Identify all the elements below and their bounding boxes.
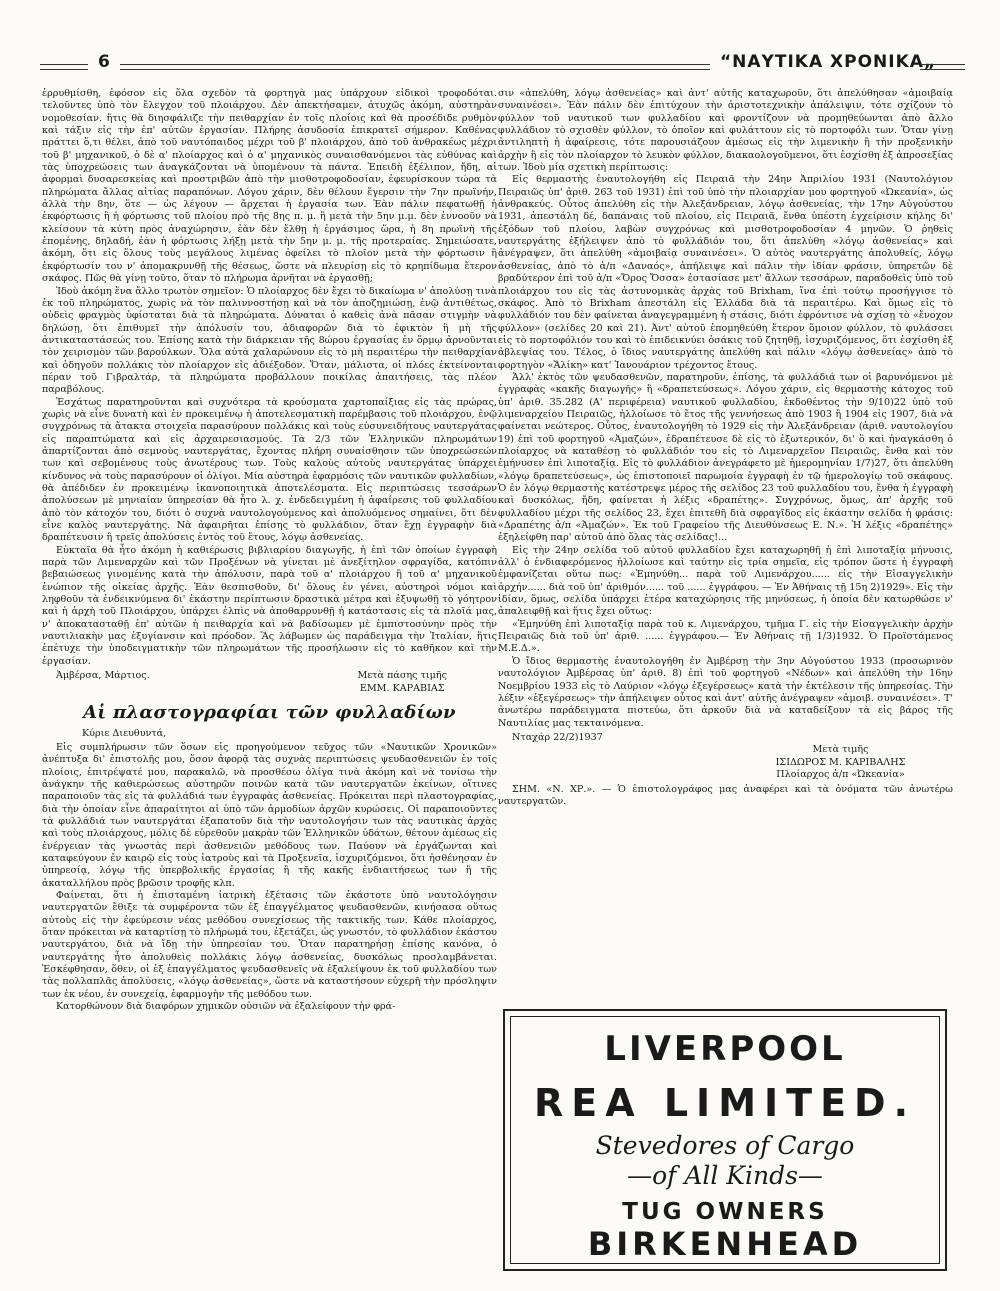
article1-signature — [42, 670, 497, 695]
paragraph: Ἰδοὺ ἀκόμη ἕνα ἄλλο τρωτὸν σημεῖον: Ὁ πλοίαρχος δὲν ἔχει τὸ δικαίωμα ν' ἀπολύσῃ τινὰ ἐκ τοῦ πληρώματος, χωρὶς νὰ τὸν παλιννοστήσῃ καὶ νὰ τὸν ἀποζημιώσῃ, ἐνῷ ἀντιθέτως, οὐδεὶς φραγμὸς ὑφίσταται διὰ τὰ πληρώματα. Δύναται ὁ καθεὶς ἀνὰ πᾶσαν στιγμὴν νὰ δηλώσῃ, ὅτι ἐπιθυμεῖ τὴν ἀπόλυσίν του, ἀδιαφορῶν διὰ τὸ ἐφικτὸν ἢ μὴ τῆς ἀντικαταστάσεώς του. Ἐπίσης κατὰ τὴν διάρκειαν τῆς 8ώρου ἐργασίας ἐν ὅρμῳ ἀρνοῦνται τὸν χειρισμὸν τῶν βαρούλκων. Ὅλα αὐτὰ χαλαρώνουν εἰς τὸ μὴ περαιτέρω τὴν πειθαρχίαν καὶ ὁδηγοῦν πολλάκις τὸν πλοίαρχον εἰς ἀδιέξοδον. Ὅταν, μάλιστα, οἱ πλόες ἐκτείνονται πέραν τοῦ Γιβραλτάρ, τὰ πληρώματα προβάλλουν ποικίλας ἀπαιτήσεις, τὰς πλέον παραβόλους. — [42, 285, 497, 396]
paragraph: Εἰς τὴν 24ην σελίδα τοῦ αὐτοῦ φυλλαδίου ἔχει καταχωρηθῆ ἡ ἐπὶ λιποταξίᾳ μήνυσις, ἀλλ' ὁ ἐνδιαφερόμενος ἠλλοίωσε καὶ ταύτην εἰς τρία σημεῖα, εἰς τρόπον ὥστε ἡ ἐγγραφὴ ἐμφανίζεται οὕτω πως: «Ἐμηνύθη... παρὰ τοῦ Λιμενάρχου...... εἰς τὴν Εἰσαγγελικὴν ἀρχήν...... διὰ τοῦ ὑπ' ἀριθμόν...... τοῦ ...... ἐγγράφου. — Ἐν Ἀθήναις τῇ 15η 2)1929». Εἰς τὴν ἰδίαν, ὅμως, σελίδα ὑπάρχει ἑτέρα καταχώρησις τῆς μηνύσεως, ἡ ὁποία δὲν κατωρθώσε ν' ἀπαλειφθῇ καὶ ἥτις ἔχει οὕτως: — [498, 544, 953, 618]
signature-closing: Μετὰ πάσης τιμῆς — [357, 670, 447, 682]
signature-name: ΕΜΜ. ΚΑΡΑΒΙΑΣ — [359, 682, 445, 694]
ad-tagline: Stevedores of Cargo — [595, 1131, 855, 1160]
page-number: 6 — [98, 52, 110, 72]
ad-location: BIRKENHEAD — [587, 1225, 863, 1263]
publication-title: “ΝΑΥΤΙΚΑ ΧΡΟΝΙΚΑ„ — [720, 52, 937, 72]
ad-tug-owners: TUG OWNERS — [622, 1199, 828, 1225]
header-rule-right — [920, 64, 965, 70]
signature-title: Πλοίαρχος ἀ/π «Ὠκεανία» — [776, 769, 905, 781]
header-rule-left — [40, 64, 88, 70]
signature-place: Ἀμβέρσα, Μάρτιος. — [56, 670, 150, 682]
editor-note: ΣΗΜ. «Ν. ΧΡ.». — Ὁ ἐπιστολογράφος μας ἀναφέρει καὶ τὰ ὀνόματα τῶν ἀνωτέρω ναυτεργατῶν. — [498, 783, 953, 808]
paragraph: Ἀλλ' ἐκτὸς τῶν ψευδασθενῶν, παρατηροῦν, ἐπίσης, τὰ φυλλάδιά των οἱ βαρυνόμενοι μὲ ἐγγραφὰς «κακῆς διαγωγῆς» ἢ «δραπετεύσεως». Λόγου χάριν, εἰς θερμαστὴς κάτοχος τοῦ ὑπ' ἀριθ. 35.282 (Α' περιφέρεια) ναυτικοῦ φυλλαδίου, ἐκδοθέντος τὴν 9/10)22 ὑπὸ τοῦ λιμεναρχείου Πειραιῶς, ἠλλοίωσε τὸ ἔτος τῆς γεννήσεως ἀπὸ 1903 ἢ 1904 εἰς 1907, διὰ νὰ φαίνεται νεώτερος. Οὗτος, ἐναυτολογήθη τὸ 1929 εἰς τὴν Ἀλεξάνδρειαν (ἀριθ. ναυτολογίου 19) ἐπὶ τοῦ φορτηγοῦ «Ἀμαζών», ἐδραπέτευσε δὲ εἰς τὸ ἐξωτερικόν, δι' ὃ καὶ ἠναγκάσθη ὁ πλοίαρχος νὰ καταθέσῃ τὸ φυλλάδιόν του εἰς τὸ Λιμεναρχεῖον Πειραιῶς, ἔνθα καὶ τὸν ἐμήνυσεν ἐπὶ λιποταξίᾳ. Εἰς τὸ φυλλάδιον ἀνεγράφετο μὲ ἡμερομηνίαν 1/7)27, ὅτι ἀπελύθη «λόγῳ δραπετεύσεως», ὡς ἐπιστοποιεῖ παρωμοία ἐγγραφὴ ἐν τῷ ἡμερολογίῳ τοῦ σκάφους. Ὁ ἐν λόγῳ θερμαστὴς κατέστρεψε μέρος τῆς σελίδος 23 τοῦ φυλλαδίου του, ἔνθα ἡ ἐγγραφὴ καὶ δυσκόλως, ἤδη, φαίνεται ἡ λέξις «δραπέτης». Συγχρόνως, ὅμως, ἀπ' ἀρχῆς τοῦ φυλλαδίου μέχρι τῆς σελίδος 23, ἔχει ἐπιτεθῆ διὰ σφραγῖδος εἰς ἑκάστην σελίδα ἡ φράσις: «Δραπέτης ἀ/π «Ἀμαζών». Ἐκ τοῦ Γραφείου τῆς Διευθύνσεως Ε. Ν.». Ἡ λέξις «δραπέτης» ἐξηλείφθη παρ' αὐτοῦ ἀπὸ ὅλας τὰς σελίδας!... — [498, 371, 953, 544]
signature-name: ΙΣΙΔΩΡΟΣ Μ. ΚΑΡΙΒΑΛΗΣ — [775, 756, 906, 768]
header-rule-middle — [120, 64, 710, 70]
ad-tagline-2: —of All Kinds— — [627, 1161, 823, 1190]
paragraph: Ἐσχάτως παρατηροῦνται καὶ συχνότερα τὰ κρούσματα χαρτοπαίξιας εἰς τὰς πρώρας, χωρὶς νὰ εἶνε δυνατὴ καὶ ἐν προκειμένῳ ἡ ἀποτελεσματικὴ παρέμβασις τοῦ πλοιάρχου, ἐνῷ συγχρόνως τὰ ἄτακτα στοιχεῖα παρασύρουν πολλάκις καὶ τοὺς εὐσυνειδήτους ναυτεργάτας εἰς παραπτώματα καὶ εἰς ἀρχαιρεσιασμούς. Τὰ 2/3 τῶν Ἑλληνικῶν πληρωμάτων ἀπαρτίζονται ἀπὸ σεμνοὺς ναυτεργάτας, ἔχοντας πλήρη συναίσθησιν τῶν ὑποχρεώσεών των καὶ σεβομένους τοὺς ἀνωτέρους των. Τοὺς καλοὺς αὐτοὺς ναυτεργάτας ὑπάρχει κίνδυνος νὰ τοὺς παρασύρουν οἱ ὀλίγοι. Μία αὐστηρὰ ἐφαρμόσις τῶν ναυτικῶν φυλλαδίων, θὰ ἀπέδιδεν ἐν προκειμένῳ ἱκανοποιητικὰ ἀποτελέσματα. Εἰς περιπτώσεις τεσσάρων ἀπολύσεων μὲ μηνιαίαν ὑπηρεσίαν θὰ ἦτο λ. χ. ἐνδεδειγμένη ἡ ἀφαίρεσις τοῦ φυλλαδίου ἀπὸ τὸν κάτοχόν του, διότι ὁ συχνὰ ναυτολογούμενος καὶ ἀπολυόμενος σημαίνει, ὅτι δὲν εἶνε καλὸς ναυτεργάτης. Νὰ ἀφαιρῆται ἐπίσης τὸ φυλλάδιον, ὅταν ἔχῃ ἐγγραφὴν διὰ δραπέτευσιν ἢ τρεῖς ἀπολύσεις ἐντὸς τοῦ ἔτους, λόγῳ ἀσθενείας. — [42, 396, 497, 544]
signature-closing: Μετὰ τιμῆς — [812, 744, 869, 756]
signature-place-date: Νταχάρ 22/2)1937 — [512, 731, 603, 743]
paragraph: Εὐκταῖα θὰ ἦτο ἀκόμη ἡ καθιέρωσις βιβλιαρίου διαγωγῆς, ἡ ἐπὶ τῶν ὁποίων ἐγγραφὴ παρὰ τῶν Λιμεναρχῶν καὶ τῶν Προξένων νὰ γίνεται μὲ ἀνεξίτηλον σφραγίδα, κατόπιν βεβαιώσεως γινομένης κατὰ τὴν ἀπόλυσιν, παρὰ τοῦ α' πλοιάρχου ἢ τοῦ α' μηχανικοῦ ἐνώπιον τῆς οἰκείας ἀρχῆς. Ἐὰν θεσπισθοῦν, δι' ὅλους ἐν γένει, αὐστηροὶ νόμοι καὶ ληφθοῦν τὰ ἐνδεικνύμενα δι' ἑκάστην περίπτωσιν δραστικὰ μέτρα καὶ ἐξυψωθῇ τὸ γόητρον καὶ ἡ ἀρχὴ τοῦ Πλοιάρχου, ὑπάρχει ἐλπὶς νὰ ἀποθαρρυνθῇ ἡ κατάστασις εἰς τὰ πλοῖά μας, ν' ἀποκατασταθῇ ἐπ' αὐτῶν ἡ πειθαρχία καὶ νὰ βαδίσωμεν μὲ ἐμπιστοσύνην πρὸς τὴν ναυτιλιακὴν μας ἐξυγίανσιν καὶ πρόοδον. Ἂς λάβωμεν ὡς παράδειγμα τὴν Ἰταλίαν, ἥτις ἐπέτυχε τὴν ὑποδειγματικὴν τῶν πληρωμάτων τῆς προσήλωσιν εἰς τὸ καθῆκον καὶ τὴν ἐργασίαν. — [42, 544, 497, 667]
salutation: Κύριε Διευθυντά, — [82, 727, 167, 739]
paragraph: ἐρρυθμίσθη, ἐφόσον εἰς ὅλα σχεδὸν τὰ φορτηγὰ μας ὑπάρχουν εἰδικοὶ τροφοδόται. τελοῦντες ὑπὸ τὸν ἔλεγχον τοῦ πλοιάρχου. Δὲν ἀπεκτήσαμεν, ἀτυχῶς ἀκόμη, αὐστηρὰν νομοθεσίαν. ἥτις θὰ διησφάλιζε τὴν πειθαρχίαν ἐν τοῖς πλοίοις καὶ θὰ προσέδιδε ρυθμὸν καὶ τάξιν εἰς τὴν ἐπ' αὐτῶν ἐργασίαν. Πλήρης ἀσυδοσία ἐπικρατεῖ σήμερον. Καθένας πράττει ὅ,τι θέλει, ἀπὸ τοῦ ναυτόπαιδος μέχρι τοῦ β' πλοιάρχου, ἀπὸ τοῦ ἀνθρακέως μέχρι τοῦ β' μηχανικοῦ, ὁ δὲ α' πλοίαρχος καὶ ὁ α' μηχανικὸς συναισθανόμενοι τὰς εὐθύνας καὶ τὰς ὑποχρεώσεις των ἀναγκάζονται νὰ ὑπομένουν τὰ πάντα. Ἐπειδὴ ἐξέλιπον, ἤδη, αἱ ἀφορμαὶ δυσαρεσκείας καὶ προστριβῶν ἀπὸ τὴν μισθοτροφοδοσίαν, ἐφευρίσκουν τώρα τὰ πληρώματα ἄλλας αἰτίας παραπόνων. Λόγου χάριν, δὲν θέλουν ἔγερσιν τὴν 7ην πρωϊνήν, ἀλλὰ τὴν 8ην, ὅτε — ὡς λέγουν — ἄρχεται ἡ ἐργασία των. Ἐὰν πάλιν πεφατωθῇ ἡ ἐκφόρτωσις ἢ ἡ φόρτωσις τοῦ πλοίου πρὸ τῆς 8ης π. μ. ἢ μετὰ τὴν 5ην μ.μ. δὲν ἐννοοῦν νὰ κλείσουν τὰ κύτη πρὸς ἀναχώρησιν, ἐὰν δὲν ἔλθῃ ἡ ἐργάσιμος ὥρα, ἡ 8η πρωϊνὴ τῆς ἑπομένης, δηλαδή, ἐὰν ἡ φόρτωσις λήξῃ μετὰ τὴν 5ην μ. μ. τῆς προτεραίας. Σημειώσατε, ἀκόμη, ὅτι εἰς ὅλους τοὺς μεγάλους λιμένας ὀφείλει τὸ πλοῖον μετὰ τὴν φόρτωσιν ἢ ἐκφόρτωσίν του ν' ἀπομακρυνθῇ τῆς θέσεως, ὥστε νὰ πλευρίσῃ εἰς τὸ κρηπίδωμα ἕτερον σκάφος. Πῶς θὰ γίνῃ τοῦτο, ὅταν τὸ πλήρωμα ἀρνῆται νὰ ἐργασθῇ; — [42, 88, 497, 285]
paragraph: Εἰς θερμαστὴς ἐναυτολογήθη εἰς Πειραιᾶ τὴν 24ην Ἀπριλίου 1931 (Ναυτολόγιον Πειραιῶς ὑπ' ἀριθ. 263 τοῦ 1931) ἐπὶ τοῦ ὑπὸ τὴν πλοιαρχίαν μου φορτηγοῦ «Ὠκεανία», ὡς ἀνθρακεύς. Οὗτος ἀπελύθη εἰς τὴν Ἀλεξάνδρειαν, λόγῳ ἀσθενείας, τὴν 17ην Αὐγούστου 1931, ἀπεστάλη δέ, δαπάναις τοῦ πλοίου, εἰς Πειραιᾶ, ἔνθα ὑπέστη ἐγχείρισιν κήλης δι' ἐξόδων τοῦ πλοίου, λαβὼν συγχρόνως καὶ μισθοτροφοδοσίαν 4 μηνῶν. Ὁ ῥηθεὶς ναυτεργάτης ἐξήλειψεν ἀπὸ τὸ φυλλάδιόν του, ὅτι ἀπελύθη «λόγῳ ἀσθενείας» καὶ ἀνέγραψεν, ὅτι ἀπελύθη «ἀμοιβαίᾳ συναινέσει». Ὁ αὐτὸς ναυτεργάτης ἀπολυθείς, λόγῳ ἀσθενείας, ἀπὸ τὸ ἀ/π «Δαναός», ἀπήλειψε καὶ πάλιν τὴν ἰδίαν φράσιν, ὑπηρετῶν δὲ βραδύτερον ἐπὶ τοῦ ἀ/π «Ὄρος Ὄσσα» ἐστασίασε μετ' ἄλλων τεσσάρων, παραδοθεὶς ὑπὸ τοῦ πλοιάρχου του εἰς τὰς ἀστυνομικὰς ἀρχὰς τοῦ Brixham, ἵνα ἐπὶ τούτῳ προσήγγισε τὸ σκάφος. Ἀπὸ τὸ Brixham ἀπεστάλη εἰς Ἑλλάδα διὰ τὰ περαιτέρω. Καὶ ὅμως εἰς τὸ φυλλάδιόν του δὲν φαίνεται ἀναγεγραμμένη ἡ στάσις, διότι ἐφρόντισε νὰ σχίσῃ τὸ «ἔνοχον φύλλον» (σελίδες 20 καὶ 21). Ἀντ' αὐτοῦ ἐπομηθεύθη ἕτερον ὅμοιον φύλλον, τὸ φυλάσσει εἰς τὸ πορτοφόλιόν του καὶ τὸ ἐπιδεικνύει ὁσάκις τοῦ ζητηθῇ, ἰσχυριζόμενος, ὅτι ἐσχίσθη ἐξ ἀβλεψίας του. Τέλος, ὁ ἴδιος ναυτεργάτης ἀπελύθη καὶ πάλιν «λόγῳ ἀσθενείας» ἀπὸ τὸ φορτηγὸν «Ἄλίκη» κατ' Ἰανουάριον τρέχοντος ἔτους. — [498, 174, 953, 371]
ad-company: REA LIMITED. — [533, 1081, 917, 1125]
paragraph: Εἰς συμπλήρωσιν τῶν ὅσων εἰς προηγούμενον τεῦχος τῶν «Ναυτικῶν Χρονικῶν» ἀνέπτυξα δι' ἐπιστολῆς μου, ὅσον ἀφορᾷ τὰς συχνὰς περιπτώσεις ψευδασθενειῶν ἐν τοῖς πλοίοις, ἐπιτρέψατέ μου, παρακαλῶ, νὰ προσθέσω ὀλίγα τινὰ ἀκόμη καὶ νὰ τονίσω τὴν ἀνάγκην τῆς καθιερώσεως αὐστηρῶν ποινῶν κατὰ τῶν ναυτεργατῶν ἐκείνων, οἵτινες παραποιοῦν τὰς εἰς τὰ φυλλάδιά των ἐγγραφὰς ἀσθενείας. Πρόκειται περὶ πλαστογραφίας, διὰ τὴν ὁποίαν εἶνε ἀπαραίτητοι αἱ ὑπὸ τῶν ἁρμοδίων ἀρχῶν κυρώσεις. Οἱ παραποιοῦντες τὰ φυλλάδιά των ναυτεργάται ἐξαπατοῦν διὰ τὴν ναυτολογήσιν των τὰς ναυτικὰς ἀρχὰς καὶ τοὺς πλοιάρχους, μόλις δὲ εὑρεθοῦν μακρὰν τῶν Ἑλληνικῶν ὑδάτων, θέτουν ἀμέσως εἰς ἐνέργειαν τὰς γνωστὰς περὶ ἀσθενειῶν μεθόδους των. Παύουν νὰ ἐργάζωνται καὶ καταφεύγουν ἐν καιρῷ εἰς τοὺς ἰατροὺς καὶ τὰ Προξενεῖα, ἰσχυριζόμενοι, ὅτι ἠσθένησαν ἐν ὑπηρεσίᾳ, λόγῳ τῆς ὑπερβολικῆς ἐργασίας ἢ τῆς κακῆς ἐνδιαιτήσεως των ἢ τῆς ἀκαταλλήλου πρὸς βρῶσιν τροφῆς κλπ. — [42, 741, 497, 889]
left-column — [42, 88, 497, 1013]
article2-signature — [498, 732, 953, 782]
paragraph: σιν «ἀπελύθη, λόγῳ ἀσθενείας» καὶ ἀντ' αὐτῆς καταχωροῦν, ὅτι ἀπελύθησαν «ἀμοιβαίᾳ συναινέσει». Ἐὰν πάλιν δὲν ἐπιτύχουν τὴν ἀριστοτεχνικὴν ἀπάλειψιν, τότε σχίζουν τὸ φύλλον τοῦ ναυτικοῦ των φυλλαδίου καὶ φροντίζουν νὰ προμηθεύωνται ἀπὸ ἄλλο φυλλάδιον τὸ σχισθὲν φύλλον, τὸ ὁποῖον καὶ φυλάττουν εἰς τὸ πορτοφόλι των. Ὅταν γίνῃ ἀντιληπτὴ ἡ ἀφαίρεσις, τότε παρουσιάζουν ἀμέσως εἰς τὴν λιμενικὴν ἢ τὴν προξενικὴν ἀρχὴν ἢ εἰς τὸν πλοίαρχον τὸ λευκὸν φύλλον, διακαολογοῦμενοι, ὅτι ἐσχίσθη ἐξ ἀπροσεξίας των. Ἰδοὺ μία σχετικὴ περίπτωσις: — [498, 88, 953, 174]
advertisement — [503, 1009, 947, 1271]
quote-paragraph: «Ἐμηνύθη ἐπὶ λιποταξίᾳ παρὰ τοῦ κ. Λιμενάρχου, τμῆμα Γ. εἰς τὴν Εἰσαγγελικὴν ἀρχὴν Πειραιῶς διὰ τοῦ ὑπ' ἀριθ. ...... ἐγγράφου.— Ἐν Ἀθήναις τῇ 1/3)1932. Ὁ Προϊστάμενος Μ.Ε.Δ.». — [498, 618, 953, 655]
ad-city: LIVERPOOL — [604, 1029, 846, 1069]
paragraph: Κατορθώνουν διὰ διαφόρων χημικῶν οὐσιῶν νὰ ἐξαλείφουν τὴν φρά- — [56, 1001, 396, 1013]
paragraph: Ὁ ἴδιος θερμαστὴς ἐναυτολογήθη ἐν Ἀμβέρσῃ τὴν 3ην Αὐγούστου 1933 (προσωρινὸν ναυτολόγιον Ἀμβέρσας ὑπ' ἀριθ. 8) ἐπὶ τοῦ φορτηγοῦ «Νέδων» καὶ ἀπελύθη τὴν 16ην Νοεμβρίου 1933 εἰς τὸ Λαύριον «λόγῳ ἐξεγέρσεως» κατὰ τὴν ἐκτέλεσιν τῆς ὑπηρεσίας. Τὴν λέξιν «ἐξεγέρσεως» τὴν ἀπήλειψεν οὗτος καὶ ἀντ' αὐτῆς ἀνέγραψεν «ἀμοιβ. συναινέσει». Τ' ἀνωτέρω παράδειγματα πιστεύω, ὅτι ἀρκοῦν διὰ νὰ καταδείξουν τὰ εἰς βάρος τῆς Ναυτιλίας μας τεκταινόμενα. — [498, 655, 953, 729]
paragraph: Φαίνεται, ὅτι ἡ ἐπισταμένη ἰατρικὴ ἐξέτασις τῶν ἑκάστοτε ὑπὸ ναυτολόγησιν ναυτεργατῶν ἔθιξε τὰ συμφέροντα τῶν ἐξ ἐπαγγέλματος ψευδασθενῶν, κινήσασα οὕτως αὐτοὺς εἰς τὴν ἐφεύρεσιν νέας μεθόδου συνεχίσεως τῆς τακτικῆς των. Κάθε πλοίαρχος, ὅταν πρόκειται νὰ καταρτίσῃ τὸ πλήρωμά του, ἐξετάζει, ὡς γνωστόν, τὸ φυλλάδιον ἑκάστου ναυτεργάτου, διὰ νὰ ἴδῃ τὴν ὑπηρεσίαν του. Ὅταν παρατηρήσῃ ἐπίσης κανόνα, ὁ ναυτεργάτης ἦτο ἀπολυθεὶς πολλάκις λόγῳ ἀσθενείας, δυσκόλως προσλαμβάνεται. Ἐσκέφθησαν, ὅθεν, οἱ ἐξ ἐπαγγέλματος ψευδασθενεῖς νὰ ἐξαλείψουν ἐκ τοῦ φυλλαδίου των τὰς πολλαπλᾶς ἀπολύσεις, «λόγῳ ἀσθενείας», ὥστε νὰ καταστήσουν εὐχερῆ τὴν πρόσληψιν των ἐκ νέου, ἐν συνεχείᾳ, ἐφαρμογὴν τῆς μεθόδου των. — [42, 889, 497, 1000]
article2-title: Αἱ πλαστογραφίαι τῶν φυλλαδίων — [83, 702, 456, 724]
page-header — [40, 52, 965, 78]
right-column — [498, 88, 953, 809]
